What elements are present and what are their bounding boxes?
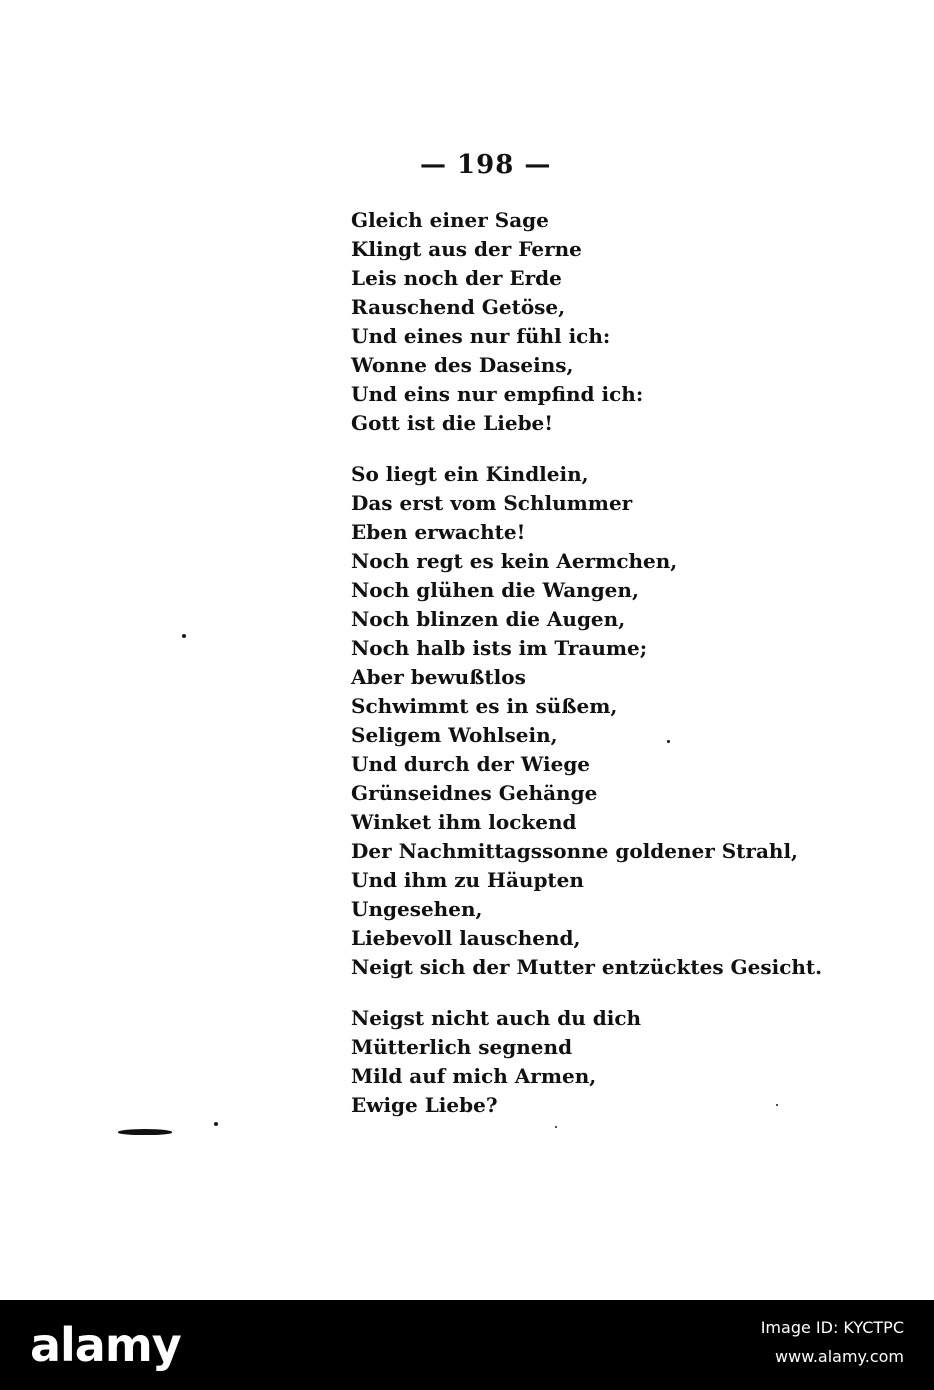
poem-line: Neigst nicht auch du dich — [351, 1006, 642, 1030]
poem-text — [351, 206, 891, 1142]
poem-line: Wonne des Daseins, — [351, 353, 574, 377]
poem-line: Ewige Liebe? — [351, 1093, 498, 1117]
site-url-label: www.alamy.com — [775, 1347, 904, 1366]
poem-line: Noch blinzen die Augen, — [351, 607, 626, 631]
alamy-logo: alamy — [30, 1318, 181, 1372]
page-number: — 198 — — [420, 150, 552, 180]
poem-line: Gleich einer Sage — [351, 208, 549, 232]
scan-speck — [776, 1104, 778, 1106]
stanza-2 — [351, 460, 891, 982]
poem-line: Und durch der Wiege — [351, 752, 591, 776]
scan-speck — [182, 634, 186, 638]
poem-line: Seligem Wohlsein, — [351, 723, 558, 747]
poem-line: Gott ist die Liebe! — [351, 411, 554, 435]
scan-speck — [214, 1122, 218, 1126]
poem-line: Liebevoll lauschend, — [351, 926, 581, 950]
ink-smudge — [118, 1129, 172, 1135]
poem-line: Noch halb ists im Traume; — [351, 636, 648, 660]
scan-speck — [667, 740, 670, 743]
poem-line: Noch glühen die Wangen, — [351, 578, 639, 602]
poem-line: Grünseidnes Gehänge — [351, 781, 598, 805]
poem-line: Noch regt es kein Aermchen, — [351, 549, 678, 573]
image-id-label: Image ID: KYCTPC — [760, 1318, 904, 1337]
stanza-3 — [351, 1004, 891, 1120]
poem-line: Eben erwachte! — [351, 520, 526, 544]
poem-line: Ungesehen, — [351, 897, 483, 921]
poem-line: Neigt sich der Mutter entzücktes Gesicht. — [351, 955, 823, 979]
poem-line: Aber bewußtlos — [351, 665, 526, 689]
poem-line: Mütterlich segnend — [351, 1035, 573, 1059]
poem-line: Und ihm zu Häupten — [351, 868, 584, 892]
poem-line: Schwimmt es in süßem, — [351, 694, 618, 718]
poem-line: Rauschend Getöse, — [351, 295, 566, 319]
poem-line: Leis noch der Erde — [351, 266, 562, 290]
poem-line: Das erst vom Schlummer — [351, 491, 633, 515]
poem-line: Winket ihm lockend — [351, 810, 577, 834]
poem-line: Und eins nur empfind ich: — [351, 382, 644, 406]
poem-line: Mild auf mich Armen, — [351, 1064, 597, 1088]
poem-line: So liegt ein Kindlein, — [351, 462, 589, 486]
poem-line: Klingt aus der Ferne — [351, 237, 582, 261]
stanza-1 — [351, 206, 891, 438]
poem-line: Und eines nur fühl ich: — [351, 324, 611, 348]
scan-speck — [555, 1126, 557, 1128]
poem-line: Der Nachmittagssonne goldener Strahl, — [351, 839, 799, 863]
